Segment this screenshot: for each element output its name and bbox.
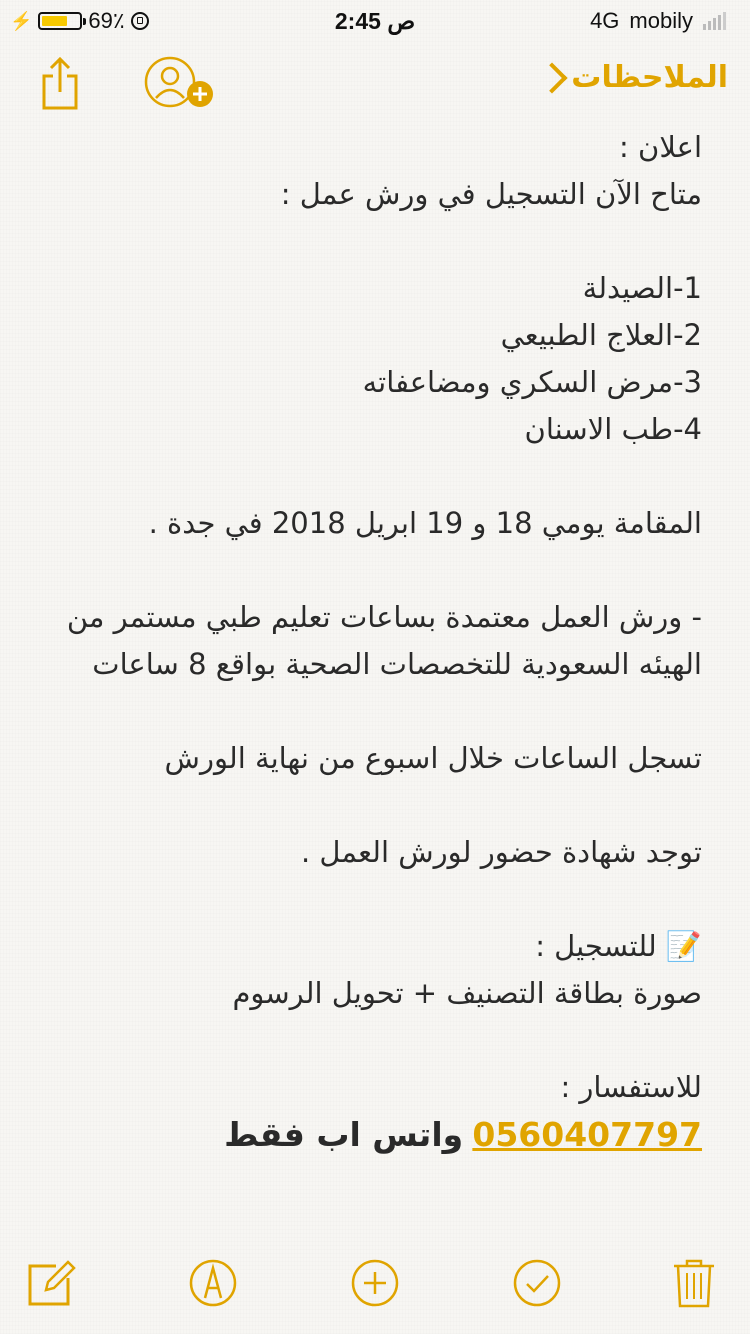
note-line: تسجل الساعات خلال اسبوع من نهاية الورش [164,741,702,775]
note-line: 3-مرض السكري ومضاعفاته [362,365,702,399]
battery-percent: 69٪ [88,8,125,33]
delete-button[interactable] [672,1258,722,1308]
note-date-line: المقامة يومي 18 و 19 ابريل 2018 في جدة . [148,506,702,540]
add-button[interactable] [350,1258,400,1308]
back-to-notes-button[interactable] [535,60,728,95]
markup-button[interactable] [188,1258,238,1308]
checklist-icon [512,1258,562,1308]
note-line: للاستفسار : [560,1070,702,1104]
note-body[interactable] [48,124,702,1160]
note-blank-line [48,218,702,265]
compose-icon [26,1258,76,1308]
whatsapp-label: واتس اب فقط [224,1115,464,1154]
note-blank-line [48,453,702,500]
charging-icon: ⚡ [10,10,33,31]
add-people-button[interactable] [144,56,218,112]
signal-icon [703,12,726,30]
note-line: 📝 للتسجيل : [535,929,702,963]
trash-icon [672,1258,716,1308]
status-bar [0,0,750,40]
add-icon [350,1258,400,1308]
note-paragraph: - ورش العمل معتمدة بساعات تعليم طبي مستمر من الهيئه السعودية للتخصصات الصحية بواقع 8 ساعات [66,600,702,681]
note-line: 2-العلاج الطبيعي [500,318,702,352]
carrier-name: mobily [629,8,693,33]
compose-button[interactable] [26,1258,76,1308]
share-button[interactable] [40,56,80,110]
chevron-left-icon [537,62,568,93]
note-line: متاح الآن التسجيل في ورش عمل : [280,177,702,211]
status-right [590,8,726,34]
note-line: اعلان : [619,130,702,164]
note-blank-line [48,782,702,829]
note-line: توجد شهادة حضور لورش العمل . [300,835,702,869]
status-time: 2:45 ص [334,8,416,34]
navigation-bar [0,48,750,118]
bottom-toolbar [0,1236,750,1334]
note-blank-line [48,876,702,923]
network-type: 4G [590,8,620,33]
add-people-icon [144,56,218,112]
note-blank-line [48,547,702,594]
checklist-button[interactable] [512,1258,562,1308]
phone-link[interactable]: 0560407797 [472,1115,702,1154]
share-icon [40,56,80,110]
note-line: 1-الصيدلة [582,271,702,305]
contact-line [48,1111,702,1160]
note-line: 4-طب الاسنان [524,412,702,446]
note-blank-line [48,1017,702,1064]
back-label: الملاحظات [571,60,728,95]
markup-icon [188,1258,238,1308]
note-blank-line [48,688,702,735]
note-line: صورة بطاقة التصنيف + تحويل الرسوم [232,976,702,1010]
